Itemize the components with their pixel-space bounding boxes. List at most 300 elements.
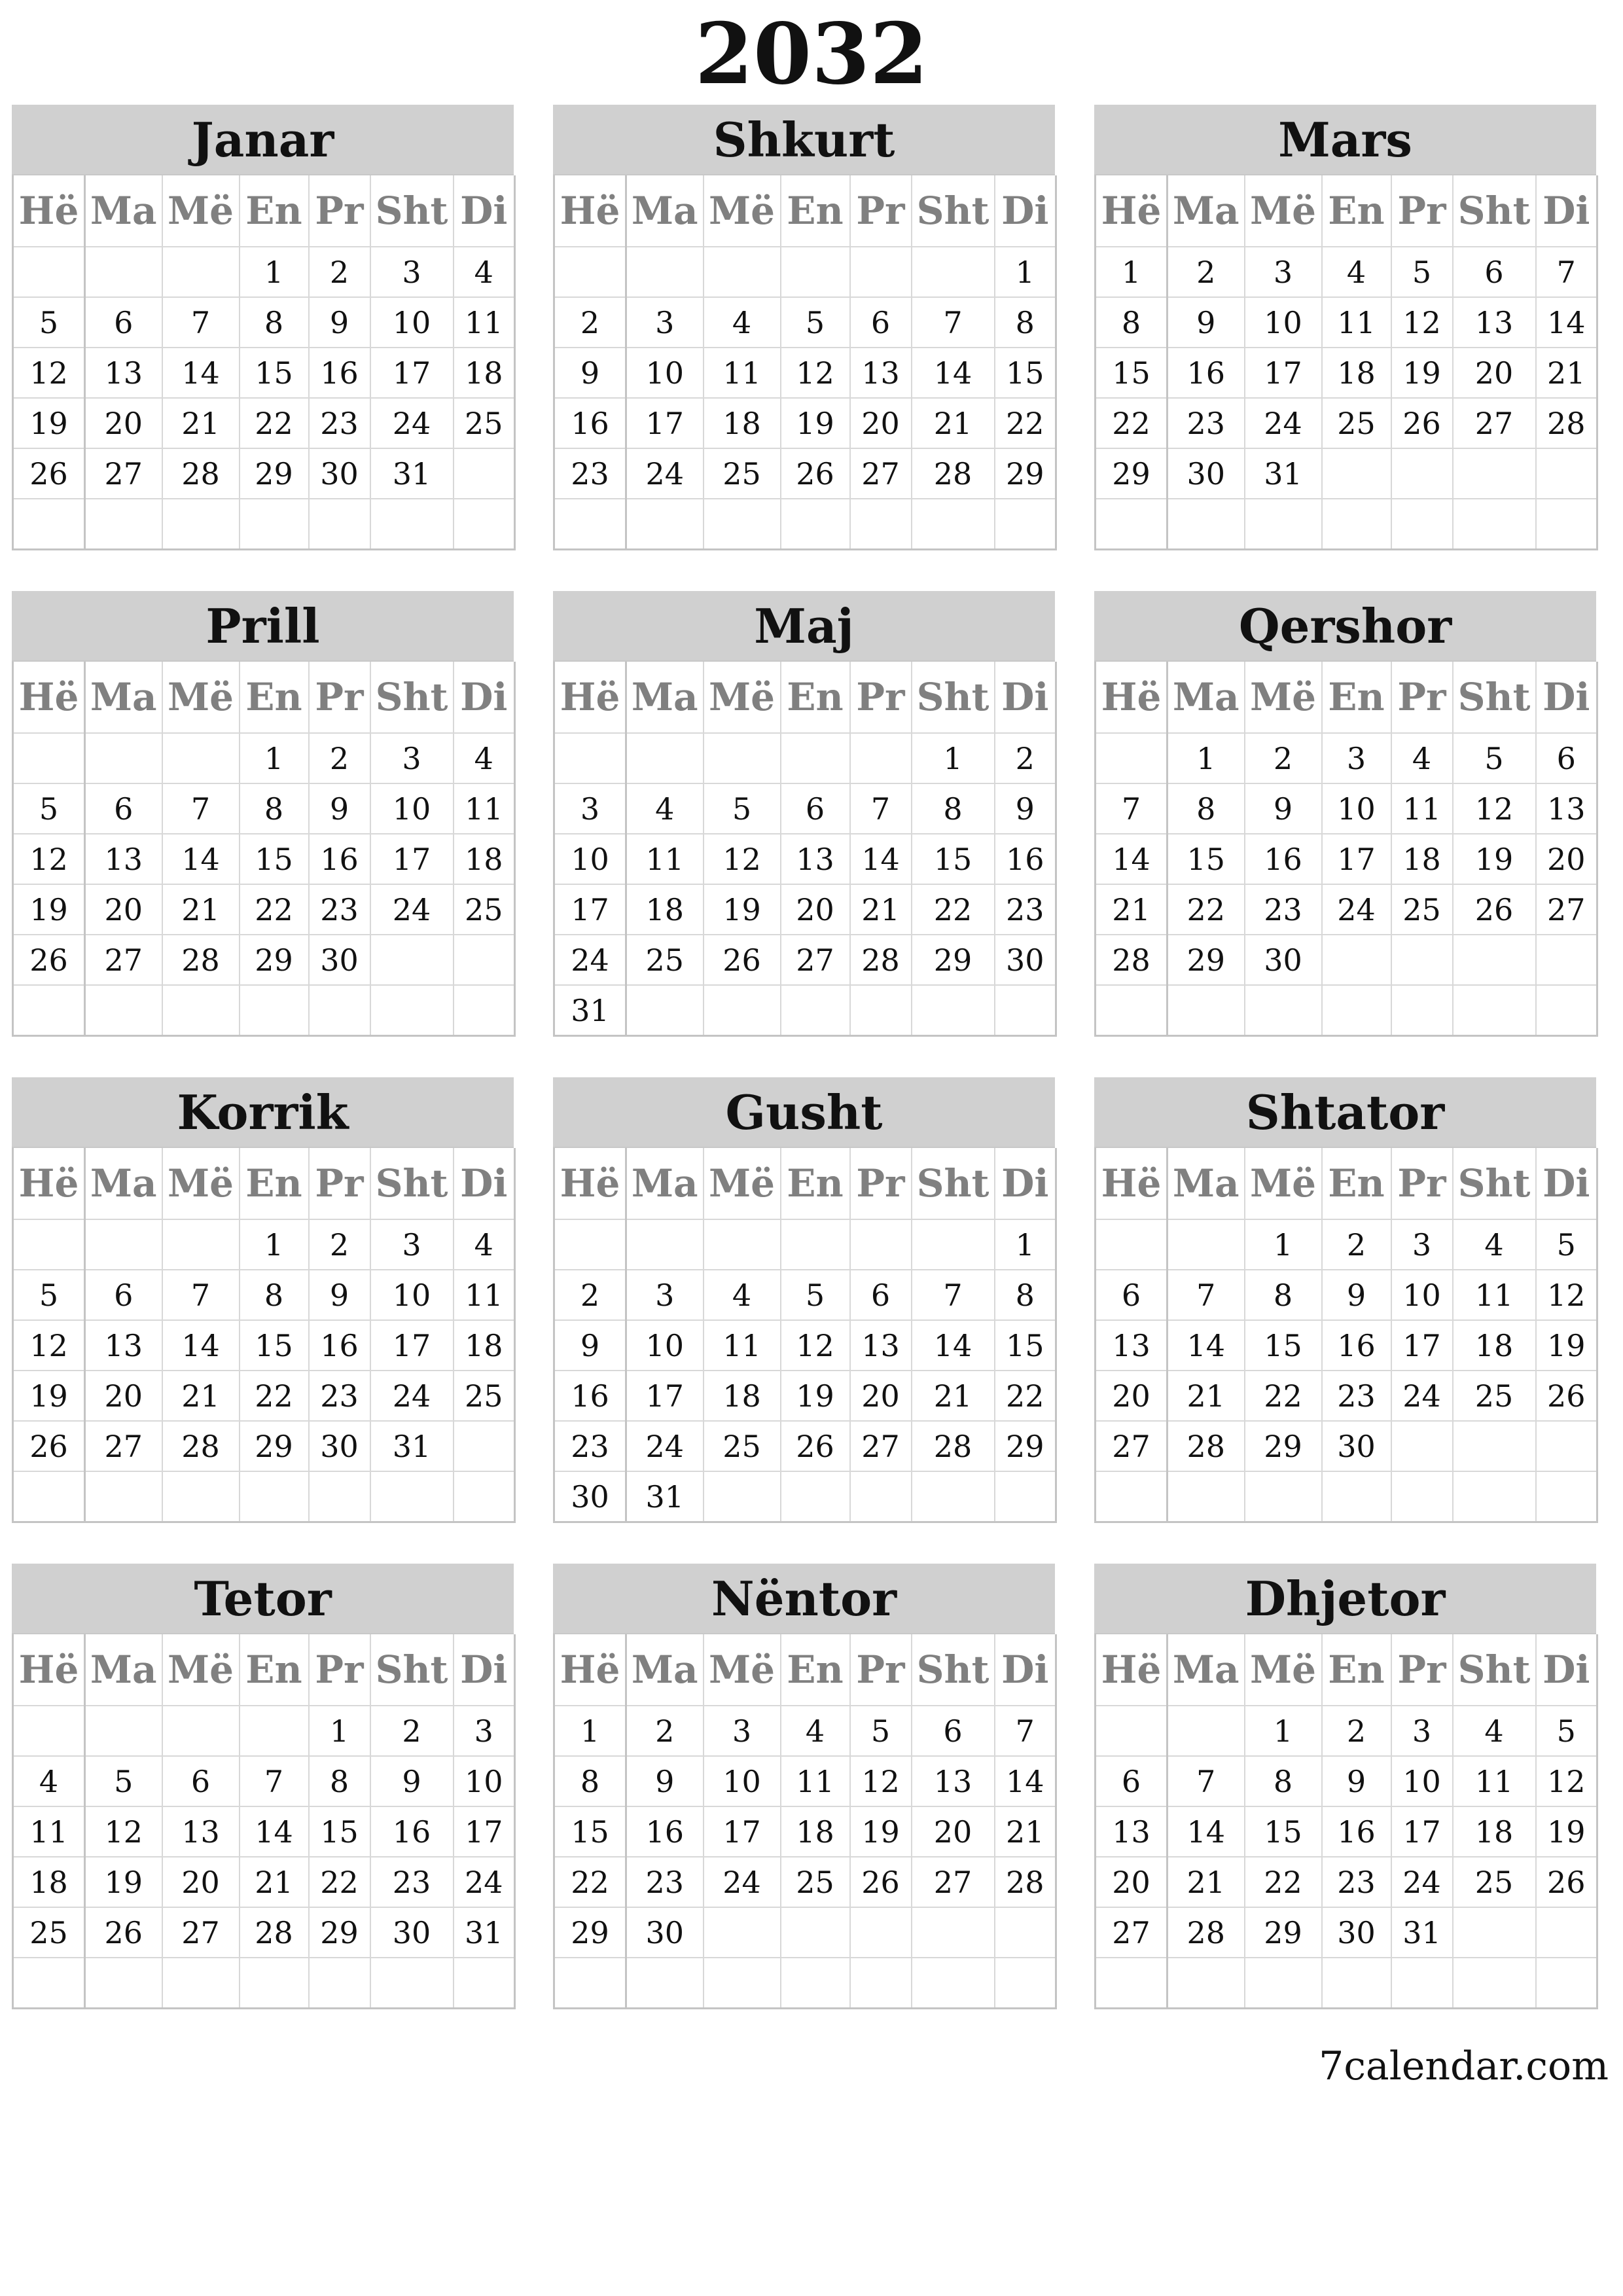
day-cell: 17	[704, 1806, 781, 1857]
weekday-header: Pr	[850, 175, 912, 247]
day-cell: 2	[626, 1706, 704, 1756]
empty-day-cell	[704, 1958, 781, 2009]
day-cell: 16	[309, 834, 370, 884]
day-cell: 27	[781, 935, 850, 985]
day-cell: 24	[1391, 1857, 1453, 1907]
empty-day-cell	[995, 499, 1056, 550]
week-row	[1096, 348, 1597, 398]
day-cell: 18	[454, 834, 515, 884]
empty-day-cell	[13, 1958, 85, 2009]
month-name: Mars	[1094, 105, 1596, 175]
day-cell: 18	[454, 1320, 515, 1371]
day-cell: 27	[1096, 1421, 1168, 1471]
empty-day-cell	[162, 985, 240, 1036]
week-row	[13, 1471, 515, 1522]
day-cell: 14	[850, 834, 912, 884]
empty-day-cell	[1536, 1421, 1597, 1471]
week-row	[13, 1806, 515, 1857]
weekday-header: Ma	[1168, 662, 1245, 733]
day-cell: 9	[370, 1756, 454, 1806]
day-cell: 6	[1536, 733, 1597, 783]
empty-day-cell	[240, 985, 309, 1036]
day-cell: 20	[85, 1371, 162, 1421]
empty-day-cell	[1453, 499, 1536, 550]
day-cell: 10	[370, 783, 454, 834]
day-cell: 5	[1391, 247, 1453, 297]
empty-day-cell	[1453, 985, 1536, 1036]
empty-day-cell	[454, 985, 515, 1036]
day-cell: 13	[912, 1756, 995, 1806]
day-cell: 7	[240, 1756, 309, 1806]
day-cell: 31	[554, 985, 626, 1036]
day-cell: 27	[850, 448, 912, 499]
day-cell: 19	[1453, 834, 1536, 884]
empty-day-cell	[626, 247, 704, 297]
day-cell: 1	[1168, 733, 1245, 783]
day-cell: 4	[1322, 247, 1391, 297]
day-cell: 24	[370, 884, 454, 935]
week-row	[554, 783, 1056, 834]
weekday-header: Më	[704, 1148, 781, 1219]
weekday-header: Ma	[626, 1634, 704, 1706]
empty-day-cell	[995, 1907, 1056, 1958]
day-cell: 26	[13, 935, 85, 985]
day-cell: 1	[309, 1706, 370, 1756]
week-row	[1096, 499, 1597, 550]
day-cell: 23	[1322, 1857, 1391, 1907]
day-cell: 5	[781, 297, 850, 348]
day-cell: 12	[13, 348, 85, 398]
month-days-table	[553, 1148, 1057, 1523]
day-cell: 6	[781, 783, 850, 834]
day-cell: 19	[781, 398, 850, 448]
day-cell: 12	[1536, 1270, 1597, 1320]
weekday-header: En	[1322, 175, 1391, 247]
day-cell: 3	[1245, 247, 1322, 297]
day-cell: 11	[626, 834, 704, 884]
day-cell: 5	[13, 783, 85, 834]
day-cell: 29	[240, 1421, 309, 1471]
weekday-header: Hë	[554, 1148, 626, 1219]
day-cell: 19	[13, 1371, 85, 1421]
day-cell: 28	[1536, 398, 1597, 448]
week-row	[554, 1421, 1056, 1471]
day-cell: 2	[309, 247, 370, 297]
weekday-header: Më	[162, 662, 240, 733]
week-row	[13, 1270, 515, 1320]
empty-day-cell	[162, 1219, 240, 1270]
weekday-header: Ma	[626, 175, 704, 247]
day-cell: 22	[995, 398, 1056, 448]
day-cell: 17	[370, 834, 454, 884]
empty-day-cell	[240, 499, 309, 550]
weekday-header: Pr	[1391, 175, 1453, 247]
empty-day-cell	[1245, 499, 1322, 550]
day-cell: 21	[162, 884, 240, 935]
week-row	[554, 1270, 1056, 1320]
empty-day-cell	[85, 499, 162, 550]
day-cell: 28	[162, 935, 240, 985]
month-days-table	[1094, 662, 1598, 1037]
weekday-header: Më	[1245, 662, 1322, 733]
day-cell: 2	[370, 1706, 454, 1756]
weekday-header: Hë	[1096, 662, 1168, 733]
week-row	[13, 247, 515, 297]
empty-day-cell	[1168, 1958, 1245, 2009]
day-cell: 25	[454, 1371, 515, 1421]
empty-day-cell	[995, 985, 1056, 1036]
day-cell: 16	[1245, 834, 1322, 884]
day-cell: 5	[1536, 1706, 1597, 1756]
day-cell: 7	[1168, 1270, 1245, 1320]
weekday-header: Sht	[912, 175, 995, 247]
empty-day-cell	[162, 1958, 240, 2009]
weekday-header: En	[1322, 662, 1391, 733]
weekday-header: Ma	[85, 1148, 162, 1219]
day-cell: 18	[704, 1371, 781, 1421]
day-cell: 26	[1536, 1857, 1597, 1907]
day-cell: 2	[1322, 1219, 1391, 1270]
weekday-header: Di	[1536, 1148, 1597, 1219]
empty-day-cell	[912, 247, 995, 297]
day-cell: 13	[85, 1320, 162, 1371]
weekday-header: Hë	[1096, 1634, 1168, 1706]
month-3	[12, 591, 514, 1037]
empty-day-cell	[309, 1958, 370, 2009]
empty-day-cell	[850, 733, 912, 783]
day-cell: 28	[912, 1421, 995, 1471]
empty-day-cell	[704, 1907, 781, 1958]
empty-day-cell	[309, 499, 370, 550]
day-cell: 7	[1168, 1756, 1245, 1806]
day-cell: 27	[1453, 398, 1536, 448]
empty-day-cell	[781, 1471, 850, 1522]
weekday-header: Di	[995, 1634, 1056, 1706]
day-cell: 7	[162, 297, 240, 348]
day-cell: 11	[1453, 1756, 1536, 1806]
day-cell: 15	[309, 1806, 370, 1857]
day-cell: 26	[13, 448, 85, 499]
month-days-table	[12, 1634, 516, 2009]
day-cell: 3	[626, 1270, 704, 1320]
month-2	[1094, 105, 1596, 550]
weekday-header: Sht	[1453, 1634, 1536, 1706]
day-cell: 23	[1168, 398, 1245, 448]
day-cell: 8	[995, 1270, 1056, 1320]
day-cell: 16	[554, 398, 626, 448]
day-cell: 21	[912, 398, 995, 448]
day-cell: 28	[912, 448, 995, 499]
empty-day-cell	[240, 1958, 309, 2009]
day-cell: 11	[454, 783, 515, 834]
week-row	[554, 247, 1056, 297]
day-cell: 26	[1391, 398, 1453, 448]
day-cell: 4	[1453, 1219, 1536, 1270]
day-cell: 7	[912, 1270, 995, 1320]
weekday-header: Sht	[370, 175, 454, 247]
day-cell: 20	[85, 884, 162, 935]
month-11	[1094, 1564, 1596, 2009]
day-cell: 24	[370, 1371, 454, 1421]
day-cell: 31	[370, 448, 454, 499]
empty-day-cell	[85, 247, 162, 297]
day-cell: 21	[995, 1806, 1056, 1857]
day-cell: 1	[554, 1706, 626, 1756]
weekday-header: Ma	[1168, 1148, 1245, 1219]
day-cell: 20	[1096, 1857, 1168, 1907]
day-cell: 9	[554, 348, 626, 398]
day-cell: 6	[850, 1270, 912, 1320]
day-cell: 16	[1168, 348, 1245, 398]
week-row	[13, 398, 515, 448]
day-cell: 4	[1391, 733, 1453, 783]
day-cell: 15	[1168, 834, 1245, 884]
day-cell: 17	[1391, 1320, 1453, 1371]
month-10	[553, 1564, 1055, 2009]
weekday-header-row	[1096, 1148, 1597, 1219]
week-row	[1096, 1706, 1597, 1756]
day-cell: 4	[1453, 1706, 1536, 1756]
weekday-header: Më	[1245, 1634, 1322, 1706]
weekday-header: En	[1322, 1148, 1391, 1219]
day-cell: 3	[1391, 1219, 1453, 1270]
day-cell: 17	[1245, 348, 1322, 398]
empty-day-cell	[162, 247, 240, 297]
day-cell: 15	[995, 1320, 1056, 1371]
weekday-header: Sht	[1453, 175, 1536, 247]
week-row	[1096, 834, 1597, 884]
week-row	[1096, 1907, 1597, 1958]
day-cell: 21	[1168, 1857, 1245, 1907]
day-cell: 27	[1536, 884, 1597, 935]
day-cell: 29	[1096, 448, 1168, 499]
empty-day-cell	[13, 247, 85, 297]
day-cell: 28	[1168, 1907, 1245, 1958]
empty-day-cell	[1245, 1471, 1322, 1522]
empty-day-cell	[309, 985, 370, 1036]
weekday-header: Di	[454, 175, 515, 247]
day-cell: 1	[1096, 247, 1168, 297]
week-row	[1096, 985, 1597, 1036]
day-cell: 12	[13, 1320, 85, 1371]
day-cell: 28	[1168, 1421, 1245, 1471]
week-row	[554, 1756, 1056, 1806]
day-cell: 31	[1245, 448, 1322, 499]
week-row	[13, 297, 515, 348]
empty-day-cell	[454, 1421, 515, 1471]
weekday-header: Di	[995, 662, 1056, 733]
day-cell: 18	[454, 348, 515, 398]
empty-day-cell	[13, 733, 85, 783]
day-cell: 30	[995, 935, 1056, 985]
day-cell: 27	[162, 1907, 240, 1958]
weekday-header: Hë	[13, 1634, 85, 1706]
day-cell: 18	[1391, 834, 1453, 884]
weekday-header: En	[1322, 1634, 1391, 1706]
week-row	[1096, 1806, 1597, 1857]
week-row	[554, 884, 1056, 935]
day-cell: 21	[162, 1371, 240, 1421]
month-5	[1094, 591, 1596, 1037]
empty-day-cell	[1453, 935, 1536, 985]
day-cell: 26	[850, 1857, 912, 1907]
month-name: Qershor	[1094, 591, 1596, 662]
week-row	[554, 1958, 1056, 2009]
weekday-header: Sht	[370, 662, 454, 733]
day-cell: 17	[454, 1806, 515, 1857]
weekday-header: Ma	[85, 1634, 162, 1706]
weekday-header: Ma	[1168, 175, 1245, 247]
empty-day-cell	[1096, 499, 1168, 550]
empty-day-cell	[240, 1706, 309, 1756]
day-cell: 11	[704, 1320, 781, 1371]
empty-day-cell	[850, 499, 912, 550]
week-row	[1096, 448, 1597, 499]
day-cell: 16	[309, 1320, 370, 1371]
day-cell: 1	[240, 247, 309, 297]
day-cell: 6	[850, 297, 912, 348]
week-row	[13, 834, 515, 884]
empty-day-cell	[1322, 448, 1391, 499]
empty-day-cell	[1391, 1471, 1453, 1522]
day-cell: 30	[309, 1421, 370, 1471]
day-cell: 11	[1391, 783, 1453, 834]
day-cell: 22	[1245, 1371, 1322, 1421]
day-cell: 25	[626, 935, 704, 985]
day-cell: 14	[162, 1320, 240, 1371]
week-row	[13, 1907, 515, 1958]
month-days-table	[553, 1634, 1057, 2009]
weekday-header-row	[1096, 662, 1597, 733]
empty-day-cell	[850, 1219, 912, 1270]
weekday-header: Sht	[1453, 1148, 1536, 1219]
empty-day-cell	[1453, 448, 1536, 499]
day-cell: 13	[1453, 297, 1536, 348]
day-cell: 18	[1322, 348, 1391, 398]
empty-day-cell	[162, 499, 240, 550]
day-cell: 28	[995, 1857, 1056, 1907]
day-cell: 4	[454, 247, 515, 297]
week-row	[554, 348, 1056, 398]
day-cell: 15	[240, 348, 309, 398]
day-cell: 9	[1322, 1270, 1391, 1320]
day-cell: 20	[850, 1371, 912, 1421]
day-cell: 17	[370, 1320, 454, 1371]
day-cell: 29	[554, 1907, 626, 1958]
weekday-header: Di	[995, 1148, 1056, 1219]
week-row	[554, 1907, 1056, 1958]
weekday-header: Ma	[85, 662, 162, 733]
day-cell: 16	[370, 1806, 454, 1857]
day-cell: 21	[240, 1857, 309, 1907]
day-cell: 12	[704, 834, 781, 884]
empty-day-cell	[13, 985, 85, 1036]
empty-day-cell	[850, 1907, 912, 1958]
day-cell: 11	[704, 348, 781, 398]
month-9	[12, 1564, 514, 2009]
empty-day-cell	[454, 499, 515, 550]
day-cell: 5	[13, 297, 85, 348]
weekday-header: Hë	[13, 175, 85, 247]
empty-day-cell	[912, 1958, 995, 2009]
empty-day-cell	[13, 1706, 85, 1756]
day-cell: 13	[850, 1320, 912, 1371]
week-row	[554, 1706, 1056, 1756]
day-cell: 19	[85, 1857, 162, 1907]
empty-day-cell	[1391, 985, 1453, 1036]
day-cell: 2	[1322, 1706, 1391, 1756]
day-cell: 24	[626, 1421, 704, 1471]
day-cell: 3	[704, 1706, 781, 1756]
weekday-header: Pr	[850, 662, 912, 733]
day-cell: 14	[162, 348, 240, 398]
day-cell: 31	[454, 1907, 515, 1958]
day-cell: 2	[1245, 733, 1322, 783]
empty-day-cell	[1322, 985, 1391, 1036]
day-cell: 22	[995, 1371, 1056, 1421]
day-cell: 27	[85, 1421, 162, 1471]
day-cell: 13	[850, 348, 912, 398]
empty-day-cell	[370, 499, 454, 550]
day-cell: 19	[13, 884, 85, 935]
day-cell: 9	[626, 1756, 704, 1806]
week-row	[1096, 1958, 1597, 2009]
day-cell: 6	[85, 1270, 162, 1320]
day-cell: 10	[704, 1756, 781, 1806]
weekday-header: Ma	[626, 662, 704, 733]
week-row	[554, 398, 1056, 448]
month-days-table	[1094, 175, 1598, 550]
day-cell: 23	[554, 448, 626, 499]
empty-day-cell	[554, 247, 626, 297]
empty-day-cell	[1096, 1471, 1168, 1522]
weekday-header: Hë	[554, 662, 626, 733]
day-cell: 26	[1453, 884, 1536, 935]
week-row	[554, 297, 1056, 348]
empty-day-cell	[13, 1471, 85, 1522]
week-row	[1096, 783, 1597, 834]
weekday-header-row	[554, 1148, 1056, 1219]
month-days-table	[1094, 1634, 1598, 2009]
empty-day-cell	[1322, 935, 1391, 985]
day-cell: 14	[1536, 297, 1597, 348]
weekday-header: En	[781, 1634, 850, 1706]
week-row	[13, 1320, 515, 1371]
empty-day-cell	[1536, 1471, 1597, 1522]
day-cell: 4	[781, 1706, 850, 1756]
day-cell: 7	[162, 783, 240, 834]
day-cell: 26	[781, 1421, 850, 1471]
day-cell: 11	[1322, 297, 1391, 348]
weekday-header-row	[1096, 1634, 1597, 1706]
day-cell: 7	[850, 783, 912, 834]
day-cell: 27	[85, 448, 162, 499]
day-cell: 1	[1245, 1706, 1322, 1756]
day-cell: 12	[850, 1756, 912, 1806]
empty-day-cell	[912, 499, 995, 550]
week-row	[1096, 935, 1597, 985]
month-0	[12, 105, 514, 550]
empty-day-cell	[1096, 733, 1168, 783]
day-cell: 15	[554, 1806, 626, 1857]
day-cell: 10	[626, 348, 704, 398]
empty-day-cell	[704, 733, 781, 783]
empty-day-cell	[13, 1219, 85, 1270]
weekday-header: En	[781, 1148, 850, 1219]
day-cell: 24	[626, 448, 704, 499]
day-cell: 25	[1391, 884, 1453, 935]
empty-day-cell	[704, 1219, 781, 1270]
